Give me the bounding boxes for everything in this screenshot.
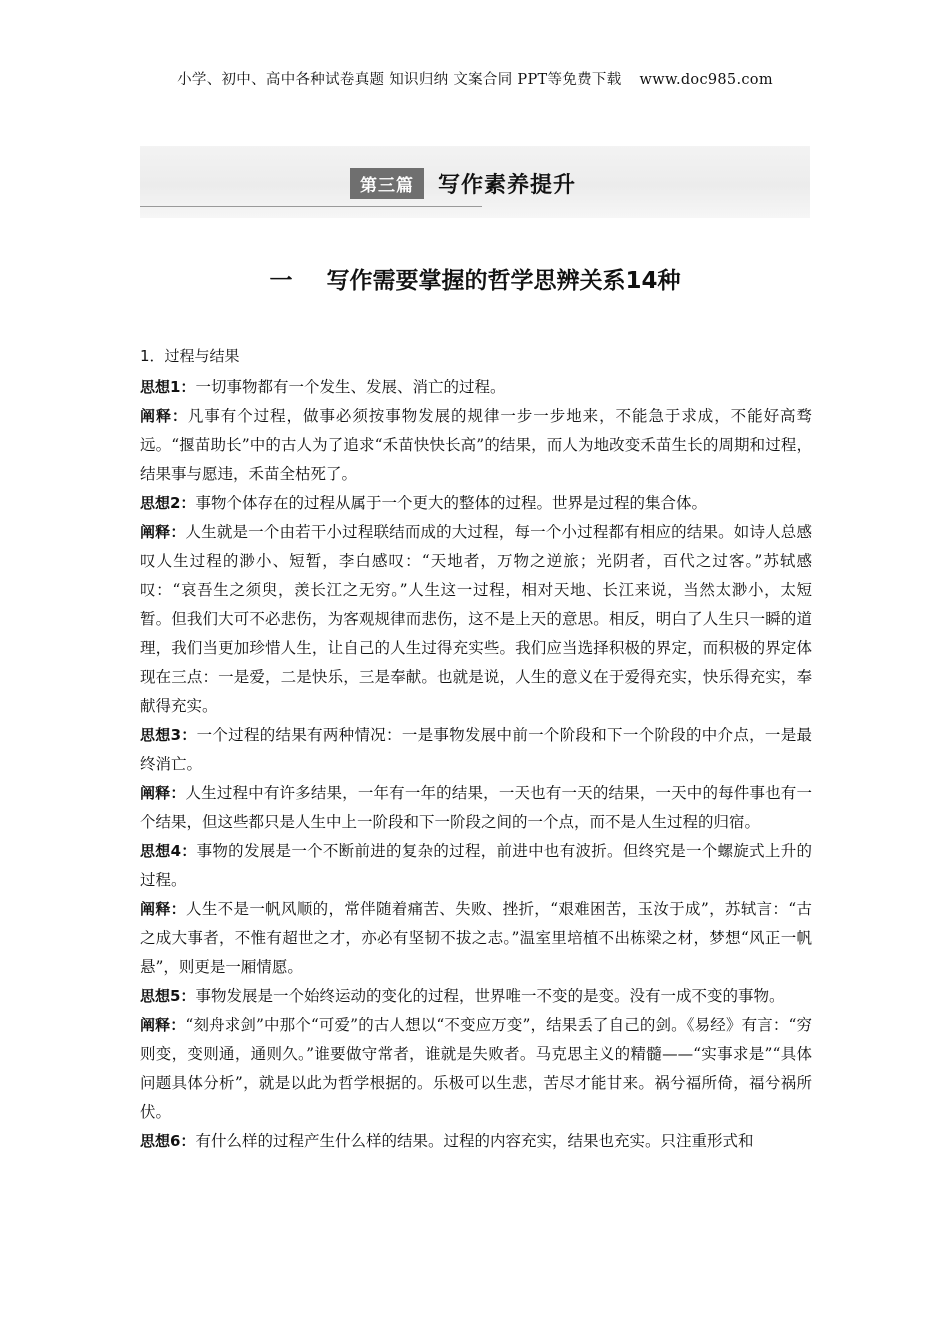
explanation-label: 阐释： — [140, 784, 186, 802]
thought-label: 思想1： — [140, 378, 196, 396]
thought-text: 事物发展是一个始终运动的变化的过程，世界唯一不变的是变。没有一成不变的事物。 — [195, 987, 785, 1005]
thought-label: 思想5： — [140, 987, 196, 1005]
section-number: 一 — [269, 268, 293, 294]
explanation-text: 人生过程中有许多结果，一年有一年的结果，一天也有一天的结果，一天中的每件事也有一个结果，但这些都只是人生中上一阶段和下一阶段之间的一个点，而不是人生过程的归宿。 — [140, 784, 812, 831]
explanation-paragraph — [140, 779, 812, 837]
explanation-paragraph — [140, 402, 812, 489]
thought-paragraph — [140, 837, 812, 895]
explanation-label: 阐释： — [140, 523, 186, 541]
explanation-paragraph — [140, 1011, 812, 1127]
part-banner — [140, 146, 810, 218]
banner-divider — [140, 206, 482, 207]
thought-text: 一切事物都有一个发生、发展、消亡的过程。 — [195, 378, 506, 396]
section-title-text: 写作需要掌握的哲学思辨关系14种 — [326, 268, 681, 294]
thought-text: 事物的发展是一个不断前进的复杂的过程，前进中也有波折。但终究是一个螺旋式上升的过程。 — [140, 842, 812, 889]
part-title: 写作素养提升 — [438, 173, 577, 198]
thought-label: 思想6： — [140, 1132, 196, 1150]
explanation-label: 阐释： — [140, 407, 188, 425]
explanation-paragraph — [140, 518, 812, 721]
subsection-heading: 1．过程与结果 — [140, 347, 240, 365]
thought-label: 思想4： — [140, 842, 197, 860]
explanation-text: 人生不是一帆风顺的，常伴随着痛苦、失败、挫折，“艰难困苦，玉汝于成”，苏轼言：“古之成大事者，不惟有超世之才，亦必有坚韧不拔之志。”温室里培植不出栋梁之材，梦想“风正一帆悬”，则更是一厢情愿。 — [140, 900, 812, 976]
thought-label: 思想3： — [140, 726, 197, 744]
thought-paragraph — [140, 373, 812, 402]
page-header — [0, 68, 950, 89]
thought-paragraph — [140, 489, 812, 518]
explanation-label: 阐释： — [140, 1016, 186, 1034]
explanation-paragraph — [140, 895, 812, 982]
part-badge: 第三篇 — [350, 168, 424, 199]
document-body — [140, 342, 812, 1156]
explanation-text: 凡事有个过程，做事必须按事物发展的规律一步一步地来，不能急于求成，不能好高骛远。“揠苗助长”中的古人为了追求“禾苗快快长高”的结果，而人为地改变禾苗生长的周期和过程，结果事与愿违，禾苗全枯死了。 — [140, 407, 812, 483]
thought-paragraph — [140, 1127, 812, 1156]
thought-label: 思想2： — [140, 494, 196, 512]
explanation-text: “刻舟求剑”中那个“可爱”的古人想以“不变应万变”，结果丢了自己的剑。《易经》有言：“穷则变，变则通，通则久。”谁要做守常者，谁就是失败者。马克思主义的精髓——“实事求是”“具体问题具体分析”，就是以此为哲学根据的。乐极可以生悲，苦尽才能甘来。祸兮福所倚，福兮祸所伏。 — [140, 1016, 812, 1121]
section-title — [0, 262, 950, 295]
explanation-text: 人生就是一个由若干小过程联结而成的大过程，每一个小过程都有相应的结果。如诗人总感叹人生过程的渺小、短暂，李白感叹：“天地者，万物之逆旅；光阴者，百代之过客。”苏轼感叹：“哀吾生之须臾，羡长江之无穷。”人生这一过程，相对天地、长江来说，当然太渺小，太短暂。但我们大可不必悲伤，为客观规律而悲伤，这不是上天的意思。相反，明白了人生只一瞬的道理，我们当更加珍惜人生，让自己的人生过得充实些。我们应当选择积极的界定，而积极的界定体现在三点：一是爱，二是快乐，三是奉献。也就是说，人生的意义在于爱得充实，快乐得充实，奉献得充实。 — [140, 523, 812, 715]
header-site[interactable]: www.doc985.com — [639, 72, 773, 88]
explanation-label: 阐释： — [140, 900, 186, 918]
header-text: 小学、初中、高中各种试卷真题 知识归纳 文案合同 PPT等免费下载 — [177, 72, 622, 88]
thought-text: 有什么样的过程产生什么样的结果。过程的内容充实，结果也充实。只注重形式和 — [195, 1132, 754, 1150]
thought-text: 一个过程的结果有两种情况：一是事物发展中前一个阶段和下一个阶段的中介点，一是最终消亡。 — [140, 726, 812, 773]
thought-paragraph — [140, 721, 812, 779]
thought-paragraph — [140, 982, 812, 1011]
thought-text: 事物个体存在的过程从属于一个更大的整体的过程。世界是过程的集合体。 — [195, 494, 707, 512]
